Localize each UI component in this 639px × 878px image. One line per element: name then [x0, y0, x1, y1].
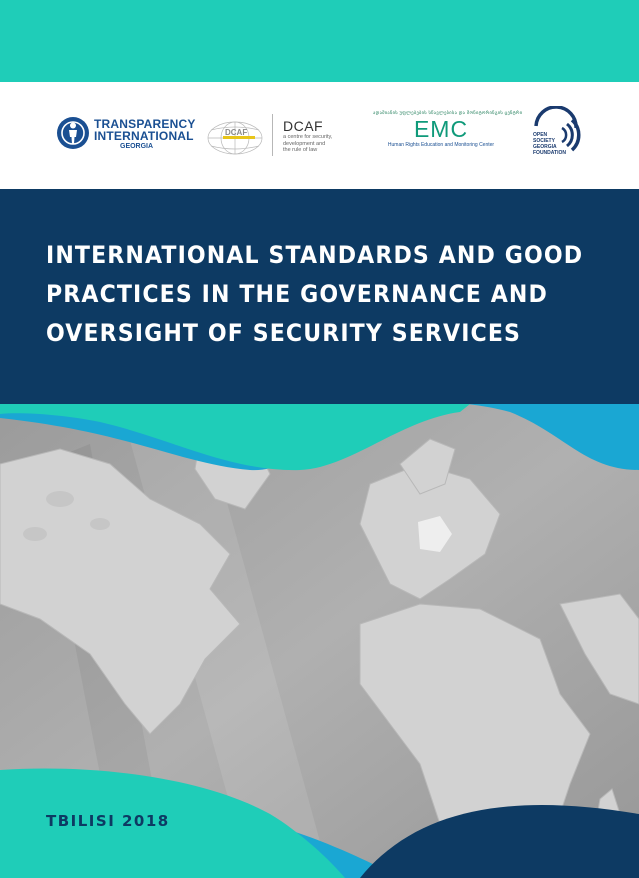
dcaf-tagline-line: the rule of law [283, 147, 318, 153]
dcaf-logo [205, 108, 345, 158]
dcaf-globe-icon [205, 116, 269, 156]
osgf-line: GEORGIA [533, 144, 557, 150]
osgf-line: OPEN [533, 132, 548, 138]
ti-name-line1: TRANSPARENCY [94, 117, 196, 131]
dcaf-divider [272, 114, 273, 156]
dcaf-tagline [283, 134, 343, 154]
ti-name-line3: GEORGIA [120, 143, 154, 150]
emc-subtitle: Human Rights Education and Monitoring Center [387, 142, 495, 148]
emc-logo [373, 110, 523, 158]
document-title [46, 236, 584, 353]
dcaf-tagline-line: a centre for security, [283, 134, 333, 140]
osgf-line: SOCIETY [533, 138, 555, 144]
title-line: PRACTICES IN THE GOVERNANCE AND [46, 280, 548, 308]
open-society-georgia-foundation-logo [526, 106, 582, 160]
dcaf-mark-text: DCAF [225, 128, 248, 137]
world-map-illustration [0, 404, 639, 878]
publication-place-year: TBILISI 2018 [46, 812, 170, 830]
osgf-line: FOUNDATION [533, 150, 566, 156]
emc-name: EMC [413, 116, 469, 142]
ti-name-line2: INTERNATIONAL [94, 129, 194, 143]
title-line: OVERSIGHT OF SECURITY SERVICES [46, 319, 522, 347]
emc-georgian-name: ადამიანის უფლებების სწავლებისა და მონიტორინგის ცენტრი [373, 110, 523, 115]
top-teal-band [0, 0, 639, 82]
transparency-international-logo [56, 114, 196, 156]
dcaf-tagline-line: development and [283, 140, 326, 147]
transparency-international-icon [56, 116, 90, 150]
dcaf-name: DCAF [283, 118, 324, 134]
title-line: INTERNATIONAL STANDARDS AND GOOD [46, 241, 584, 269]
